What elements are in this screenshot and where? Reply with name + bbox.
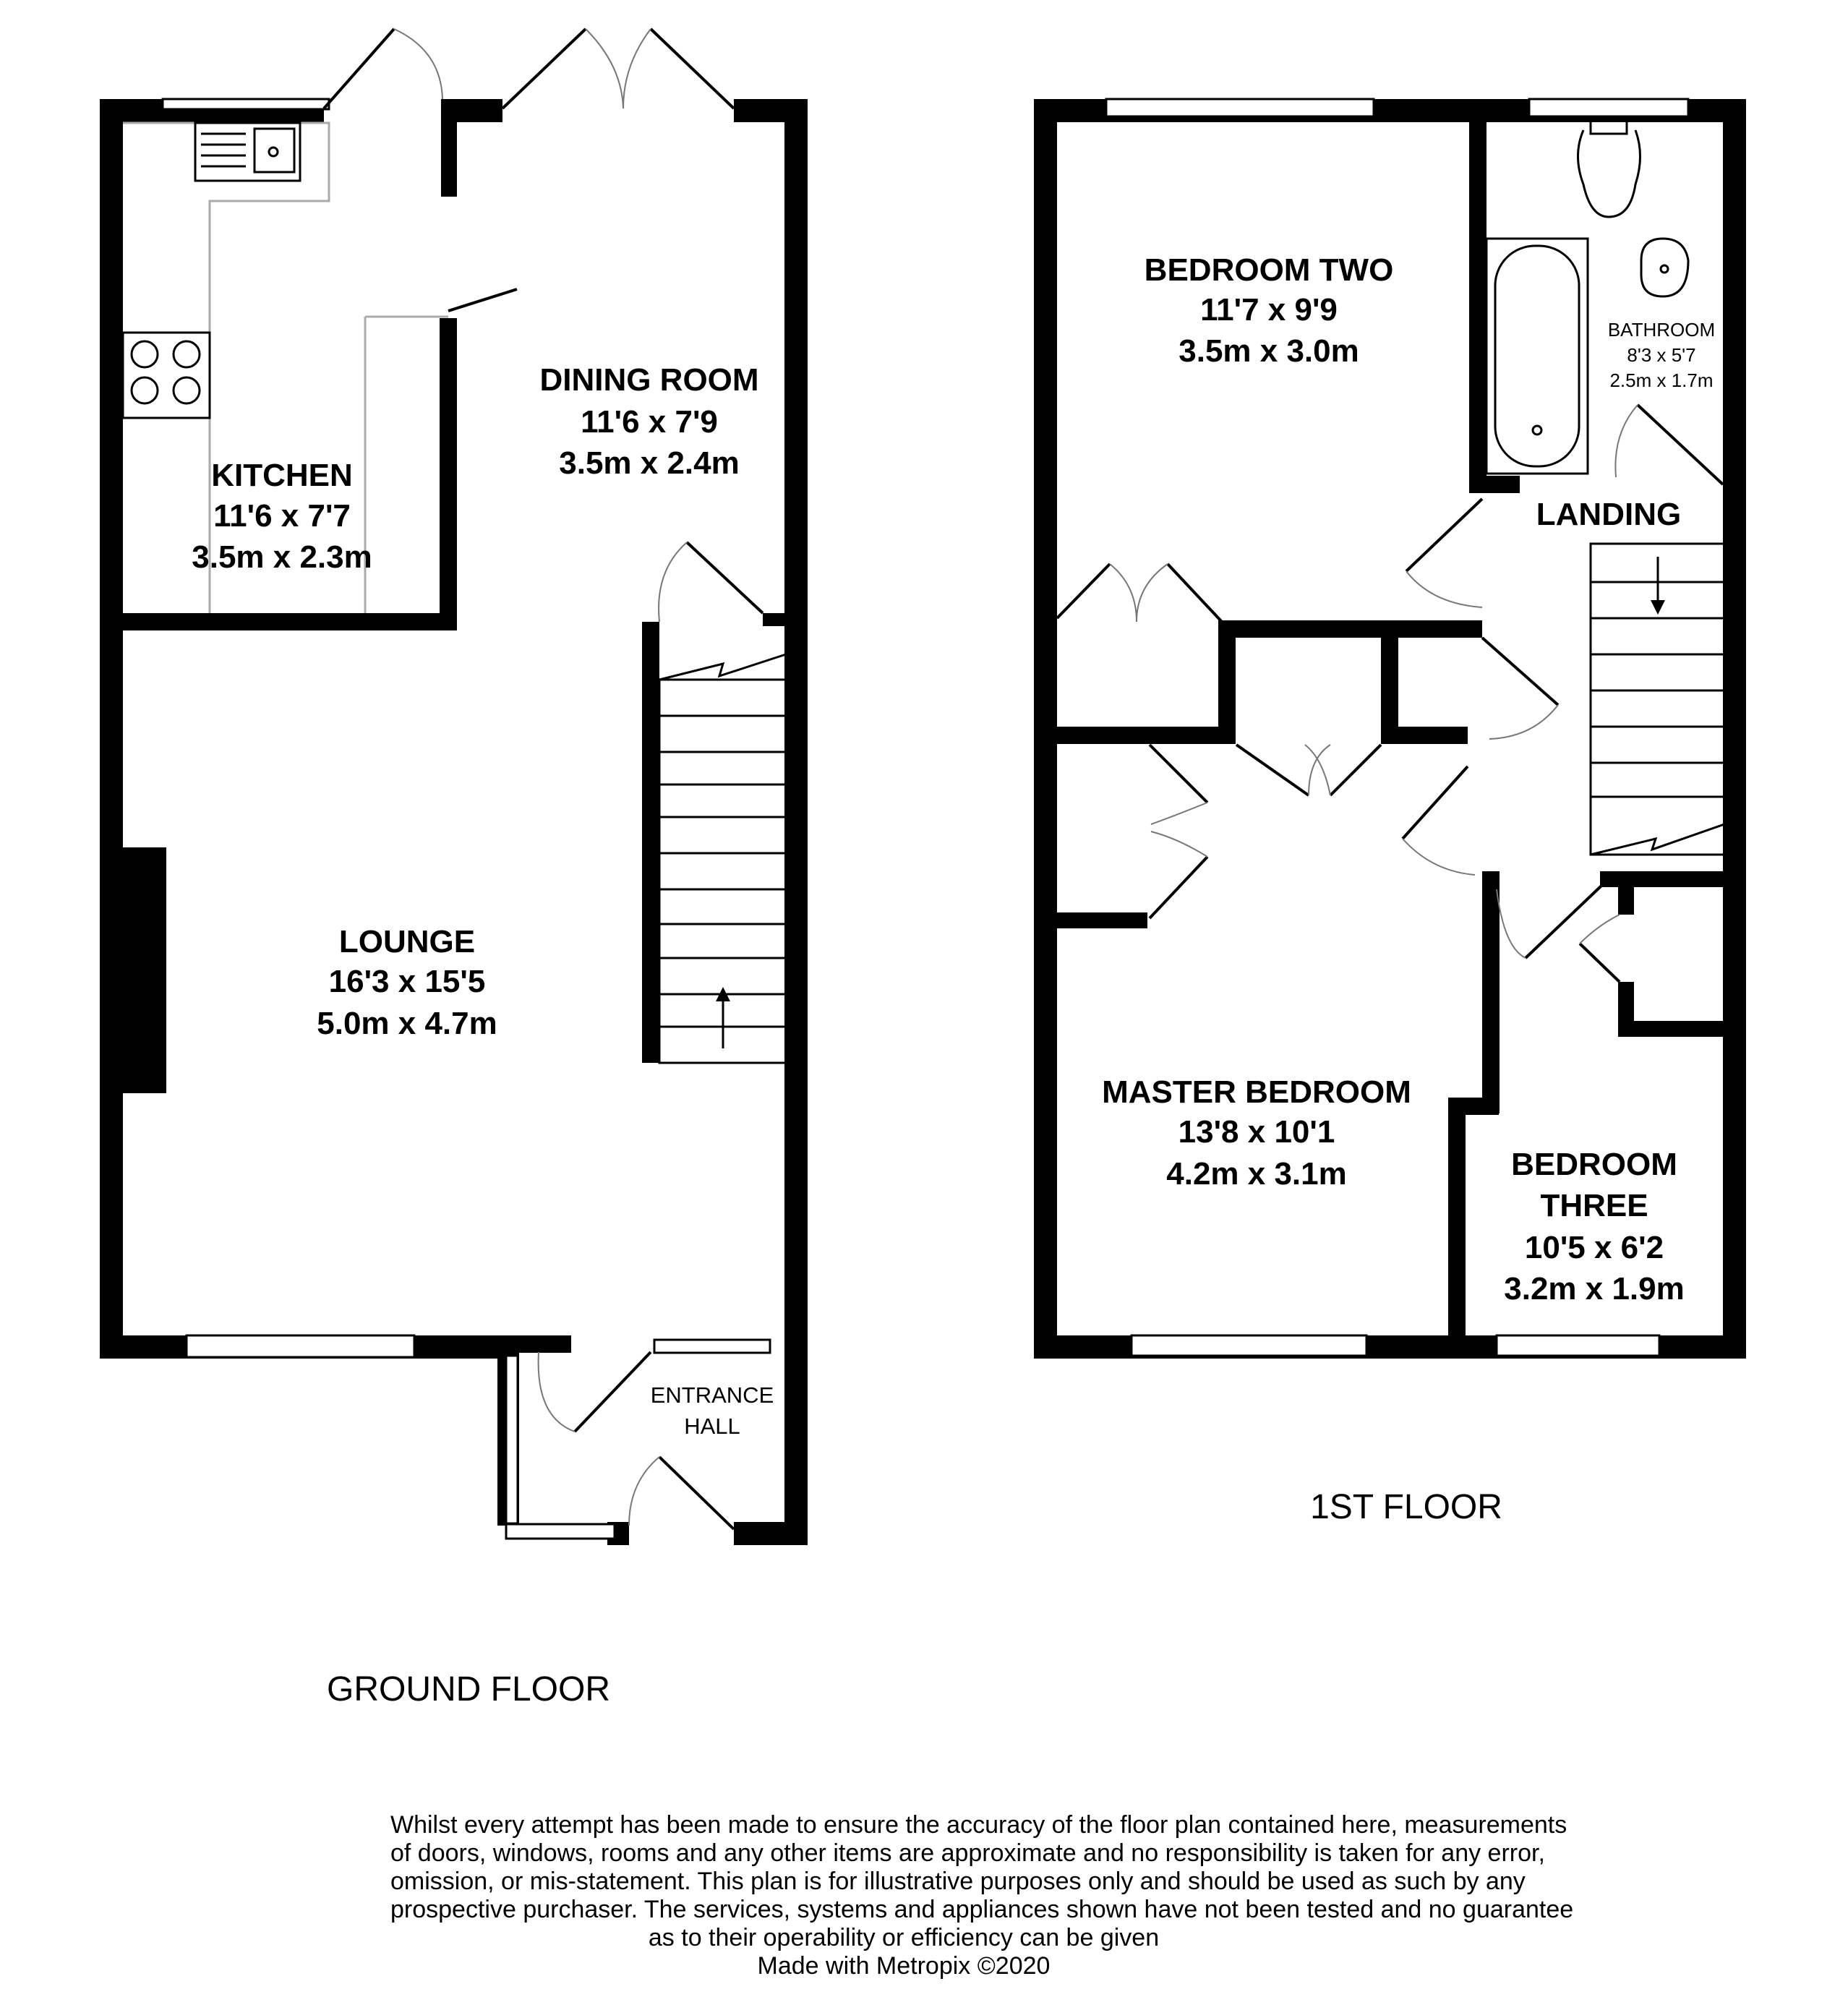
entrance-hall-line1: ENTRANCE [650, 1382, 774, 1408]
landing-label: LANDING [1536, 497, 1682, 532]
bedroom-three-name-line2: THREE [1540, 1188, 1648, 1223]
bedroom-two-imperial: 11'7 x 9'9 [1200, 292, 1338, 328]
lounge-name: LOUNGE [338, 924, 476, 959]
lounge-metric: 5.0m x 4.7m [317, 1006, 497, 1041]
master-bedroom-imperial: 13'8 x 10'1 [1178, 1114, 1335, 1150]
master-bedroom-name: MASTER BEDROOM [1102, 1074, 1411, 1110]
credit: Made with Metropix ©2020 [757, 1952, 1051, 1980]
bathroom-metric: 2.5m x 1.7m [1609, 369, 1714, 391]
kitchen-metric: 3.5m x 2.3m [192, 539, 372, 575]
first-floor-label: 1ST FLOOR [1310, 1488, 1502, 1526]
bedroom-three-metric: 3.2m x 1.9m [1504, 1271, 1685, 1307]
disclaimer [390, 1811, 1574, 1980]
disclaimer-line: omission, or mis-statement. This plan is for illustrative purposes only and should be used as such by any [390, 1868, 1526, 1895]
master-bedroom-metric: 4.2m x 3.1m [1166, 1156, 1347, 1192]
disclaimer-line: prospective purchaser. The services, systems and appliances shown have not been tested and no guarantee [390, 1896, 1574, 1923]
ground-floor-plan [100, 29, 808, 1545]
bathroom-imperial: 8'3 x 5'7 [1627, 344, 1696, 366]
ground-floor-label: GROUND FLOOR [326, 1670, 611, 1709]
kitchen-imperial: 11'6 x 7'7 [213, 498, 351, 534]
bedroom-three-imperial: 10'5 x 6'2 [1524, 1230, 1664, 1265]
entrance-hall-line2: HALL [684, 1414, 740, 1439]
bedroom-three-name-line1: BEDROOM [1511, 1147, 1677, 1182]
bathroom-name: BATHROOM [1607, 319, 1716, 341]
kitchen-name: KITCHEN [211, 458, 353, 493]
disclaimer-line: of doors, windows, rooms and any other items are approximate and no responsibility is taken for any error, [390, 1839, 1545, 1867]
disclaimer-line: Whilst every attempt has been made to ensure the accuracy of the floor plan contained here, measurements [390, 1811, 1567, 1839]
dining-room-name: DINING ROOM [539, 362, 759, 398]
disclaimer-line: as to their operability or efficiency can be given [648, 1924, 1160, 1951]
bedroom-two-metric: 3.5m x 3.0m [1178, 333, 1359, 369]
dining-room-metric: 3.5m x 2.4m [559, 445, 740, 481]
dining-room-imperial: 11'6 x 7'9 [581, 404, 718, 440]
lounge-imperial: 16'3 x 15'5 [328, 964, 486, 999]
bedroom-two-name: BEDROOM TWO [1144, 252, 1394, 288]
